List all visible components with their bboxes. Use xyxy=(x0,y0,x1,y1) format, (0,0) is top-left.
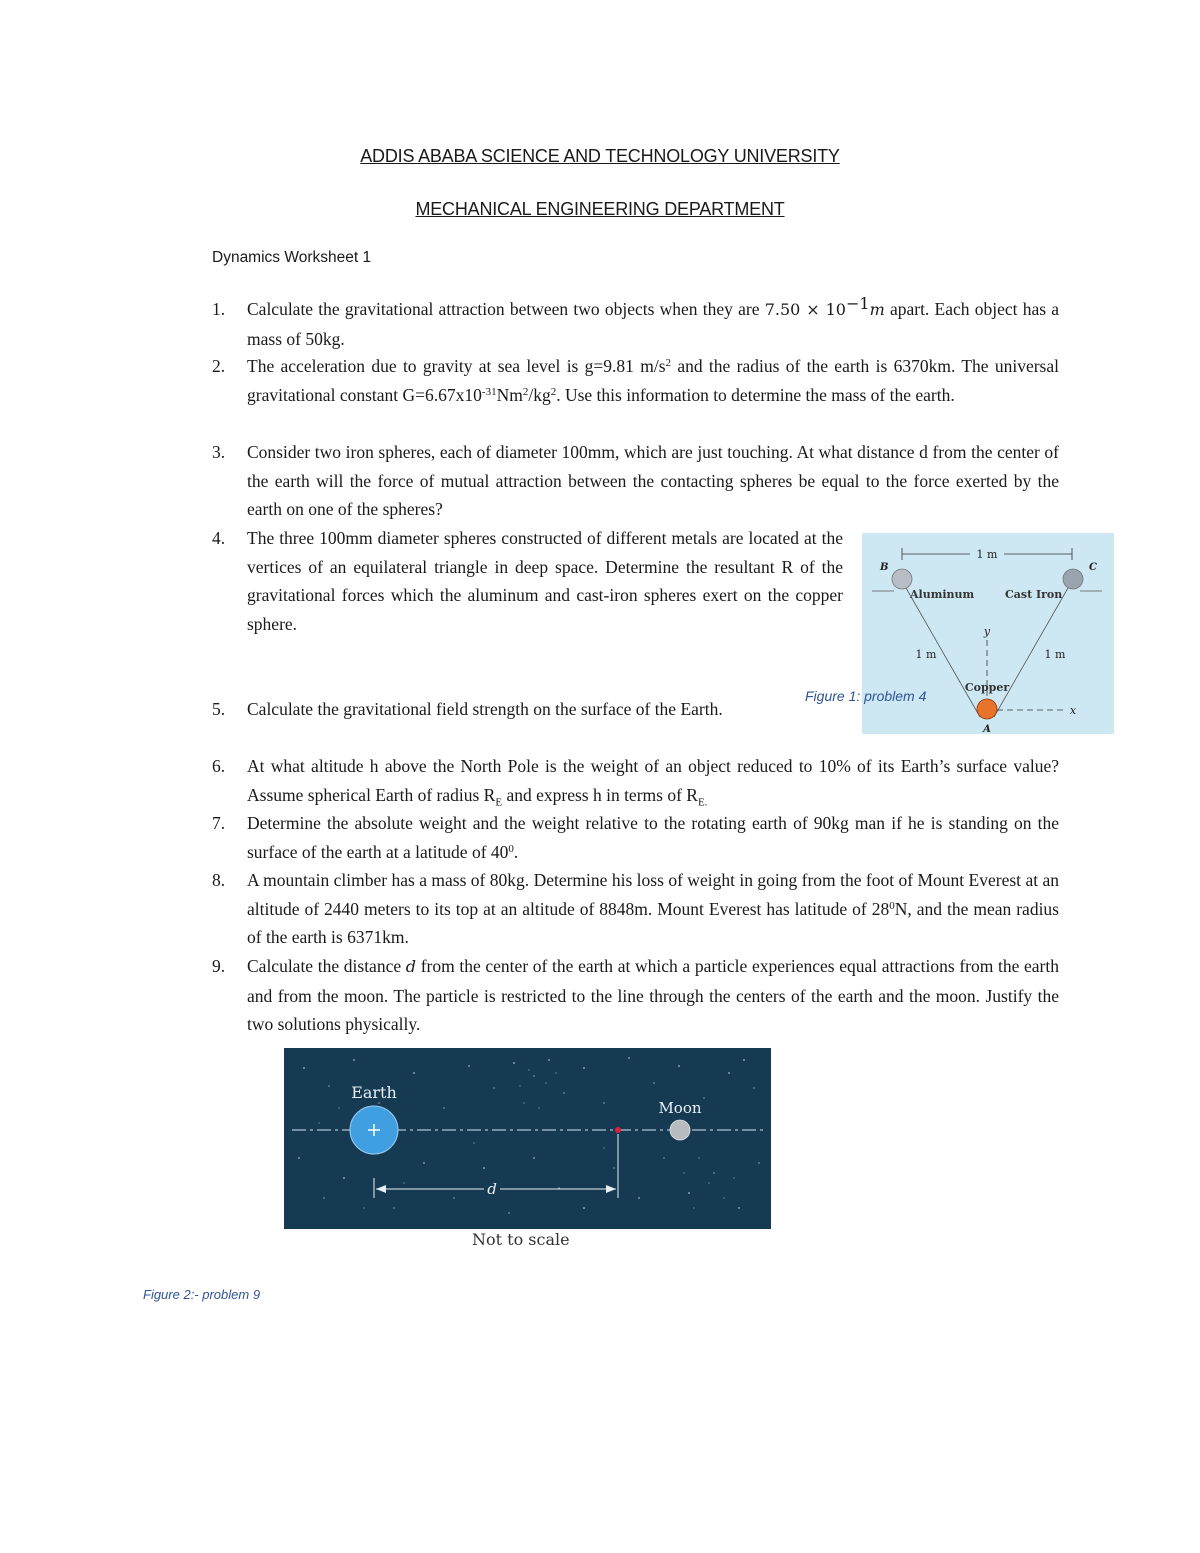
x-axis-label: x xyxy=(1069,704,1077,717)
cast-iron-sphere xyxy=(1063,569,1083,589)
label-b: B xyxy=(880,562,889,573)
question-number: 9. xyxy=(212,956,226,976)
moon-label: Moon xyxy=(658,1099,702,1117)
question-text: The acceleration due to gravity at sea level is g=9.81 $m/s^2$ and the radius of the earth is 6370km. The universal gravitational constant $G=6.67x10^{-31}Nm^2/kg^2$. Use this information to determine the mass of the earth. xyxy=(247,356,1059,405)
question-number: 3. xyxy=(212,442,226,462)
question-number: 8. xyxy=(212,870,226,890)
question-text: At what altitude h above the North Pole is the weight of an object reduced to 10% of its Earth’s surface value? Assume spherical Earth of radius $R_E$ and express h in terms of $R_{E.}$ xyxy=(247,756,1059,809)
figure-2-caption: Figure 2:- problem 9 xyxy=(143,1287,261,1302)
aluminum-label: Aluminum xyxy=(910,588,975,601)
d-label: d xyxy=(487,1180,497,1198)
question-number: 7. xyxy=(212,813,226,833)
question-text: A mountain climber has a mass of 80kg. Determine his loss of weight in going from the foot of Mount Everest at an altitude of 2440 meters to its top at an altitude of 8848m. Mount Everest has latitude of $28^0N$, and the mean radius of the earth is 6371km. xyxy=(247,870,1059,948)
question-text: Calculate the distance d from the center of the earth at which a particle experiences equal attractions from the earth and from the moon. The particle is restricted to the line through the centers of the earth and the moon. Justify the two solutions physically. xyxy=(247,956,1059,1035)
moon-sphere xyxy=(670,1120,690,1140)
department-title: MECHANICAL ENGINEERING DEPARTMENT xyxy=(415,199,785,219)
question-text: Consider two iron spheres, each of diameter 100mm, which are just touching. At what distance d from the center of the earth will the force of mutual attraction between the contacting spheres be equal to the force exerted by the earth on one of the spheres? xyxy=(247,442,1059,520)
right-dimension-label: 1 m xyxy=(1044,648,1066,661)
copper-label: Copper xyxy=(964,681,1010,694)
left-dimension-label: 1 m xyxy=(915,648,937,661)
figure-1-caption: Figure 1: problem 4 xyxy=(805,688,927,704)
worksheet-title: Dynamics Worksheet 1 xyxy=(212,249,372,266)
not-to-scale-note: Not to scale xyxy=(472,1230,570,1249)
figure-2-earth-moon-diagram xyxy=(284,1048,771,1229)
y-axis-label: y xyxy=(983,625,991,638)
question-text: Calculate the gravitational attraction between two objects when they are $7.50 \times 10^{-1}m$ apart. Each object has a mass of 50kg. xyxy=(247,294,1060,349)
cast-iron-label: Cast Iron xyxy=(1005,588,1063,601)
copper-sphere xyxy=(977,699,997,719)
particle-point xyxy=(615,1127,621,1133)
label-a: A xyxy=(983,724,991,734)
question-text: The three 100mm diameter spheres constructed of different metals are located at the vertices of an equilateral triangle in deep space. Determine the resultant R of the gravitational forces which the aluminum and cast-iron spheres exert on the copper sphere. xyxy=(247,528,843,634)
question-number: 6. xyxy=(212,756,226,776)
question-text: Determine the absolute weight and the weight relative to the rotating earth of 90kg man if he is standing on the surface of the earth at a latitude of $40^0$. xyxy=(247,813,1059,862)
label-c: C xyxy=(1089,562,1097,573)
top-dimension-label: 1 m xyxy=(976,548,998,561)
aluminum-sphere xyxy=(892,569,912,589)
question-number: 5. xyxy=(212,699,226,719)
earth-label: Earth xyxy=(351,1083,397,1102)
figure-2-svg xyxy=(284,1048,771,1229)
question-number: 4. xyxy=(212,528,226,548)
university-title: ADDIS ABABA SCIENCE AND TECHNOLOGY UNIVERSITY xyxy=(360,146,840,166)
question-text: Calculate the gravitational field strength on the surface of the Earth. xyxy=(247,699,723,719)
question-number: 1. xyxy=(212,299,226,319)
question-number: 2. xyxy=(212,356,226,376)
